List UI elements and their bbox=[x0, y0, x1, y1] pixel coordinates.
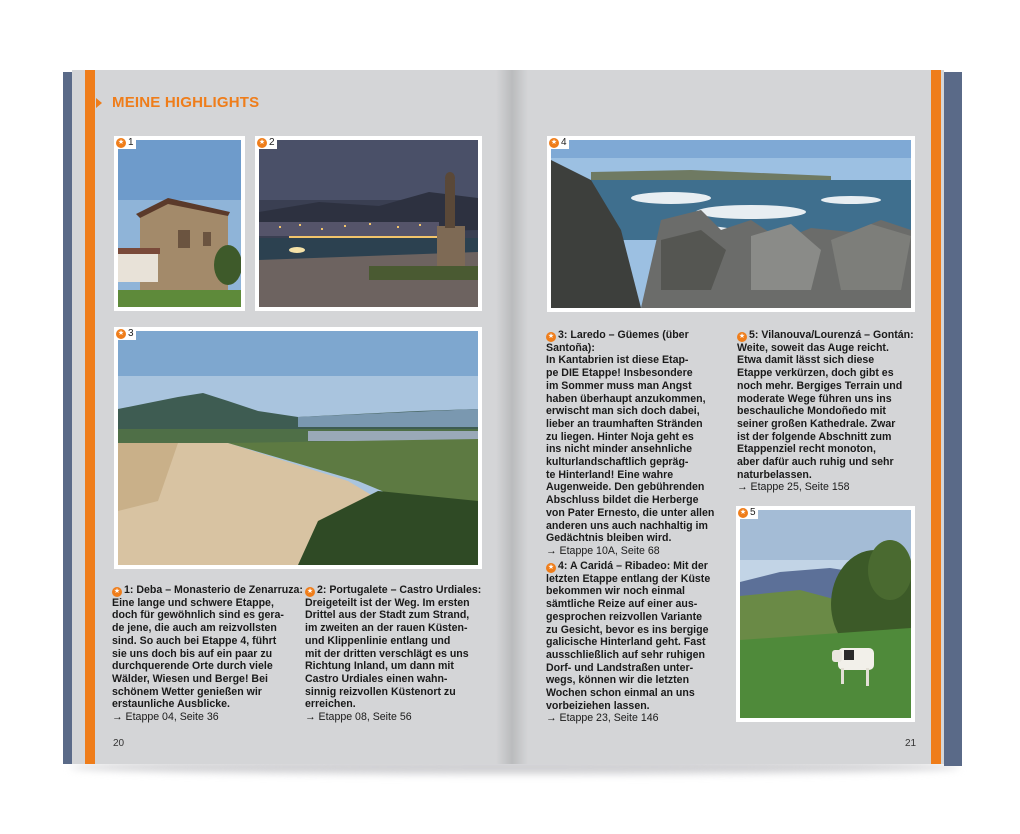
entry-line: aber dafür auch ruhig und sehr bbox=[737, 456, 894, 469]
entry-line: Etwa damit lässt sich diese bbox=[737, 354, 875, 367]
entry-line: erreichen. bbox=[305, 698, 356, 711]
entry-line: sinnig reizvollen Küstenort zu bbox=[305, 685, 456, 698]
entry-line: zu liegen. Hinter Noja geht es bbox=[546, 430, 694, 443]
star-icon: ★ bbox=[117, 330, 125, 337]
entry-page-reference: → Etappe 23, Seite 146 bbox=[546, 712, 659, 725]
entry-line: bekommen wir noch einmal bbox=[546, 585, 685, 598]
entry-line: naturbelassen. bbox=[737, 468, 812, 481]
heading-arrow-icon bbox=[96, 98, 102, 108]
photo-3-badge: ★ 3 bbox=[114, 327, 136, 340]
photo-5-badge: ★ 5 bbox=[736, 506, 758, 519]
right-accent-bar bbox=[931, 70, 941, 764]
entry-page-reference: → Etappe 25, Seite 158 bbox=[737, 481, 850, 494]
entry-title: ★ 2: Portugalete – Castro Urdiales: bbox=[306, 584, 482, 596]
photo-2-badge: ★ 2 bbox=[255, 136, 277, 149]
entry-line: von Pater Ernesto, die unter allen bbox=[546, 506, 715, 519]
page-heading: MEINE HIGHLIGHTS bbox=[112, 94, 260, 111]
entry-line: seiner großen Kathedrale. Zwar bbox=[737, 417, 896, 430]
entry-line: Etappe verkürzen, doch gibt es bbox=[737, 367, 894, 380]
entry-line: Eine lange und schwere Etappe, bbox=[112, 596, 274, 609]
page-number-left: 20 bbox=[113, 738, 125, 749]
photo-1 bbox=[114, 136, 245, 311]
entry-page-reference: → Etappe 04, Seite 36 bbox=[112, 711, 219, 724]
entry-line: schönem Wetter genießen wir bbox=[112, 685, 262, 698]
entry-line: erwischt man sich doch dabei, bbox=[546, 405, 700, 418]
entry-line: sind. So auch bei Etappe 4, führt bbox=[112, 634, 277, 647]
entry-line: Wälder, Wiesen und Berge! Bei bbox=[112, 672, 268, 685]
entry-line: Dorf- und Landstraßen unter- bbox=[546, 661, 694, 674]
entry-line: mit der dritten verschlägt es uns bbox=[305, 647, 469, 660]
entry-line: sie uns doch bis auf ein paar zu bbox=[112, 647, 273, 660]
entry-line: anderen uns auch nachhaltig im bbox=[546, 519, 708, 532]
entry-line: ist der folgende Abschnitt zum bbox=[737, 430, 892, 443]
entry-line: In Kantabrien ist diese Etap- bbox=[546, 354, 689, 367]
highlight-entry bbox=[546, 329, 731, 558]
entry-title: ★ 5: Vilanouva/Lourenzá – Gontán: bbox=[738, 329, 914, 341]
entry-line: lieber an traumhaften Stränden bbox=[546, 417, 703, 430]
entry-line: zu Gesicht, bevor es ins bergige bbox=[546, 623, 709, 636]
photo-4 bbox=[547, 136, 915, 312]
entry-line: und Klippenlinie entlang und bbox=[305, 634, 451, 647]
entry-line: erstaunliche Ausblicke. bbox=[112, 698, 230, 711]
page-number-right: 21 bbox=[905, 738, 917, 749]
entry-line: wegs, können wir die letzten bbox=[546, 674, 690, 687]
entry-line: Richtung Inland, um dann mit bbox=[305, 660, 454, 673]
entry-page-reference: → Etappe 08, Seite 56 bbox=[305, 711, 412, 724]
star-icon: ★ bbox=[550, 139, 558, 146]
entry-line: Etappenziel recht monoton, bbox=[737, 443, 876, 456]
entry-line: beschauliche Mondoñedo mit bbox=[737, 405, 886, 418]
entry-line: kulturlandschaftlich gepräg- bbox=[546, 456, 689, 469]
entry-line: galicische Hinterland geht. Fast bbox=[546, 636, 706, 649]
entry-page-reference: → Etappe 10A, Seite 68 bbox=[546, 544, 660, 557]
star-icon: ★ bbox=[258, 139, 266, 146]
entry-line: Gedächtnis bleiben wird. bbox=[546, 532, 672, 545]
entry-line: ins nicht minder ansehnliche bbox=[546, 443, 692, 456]
entry-line: vorbeiziehen lassen. bbox=[546, 699, 650, 712]
page-gutter bbox=[496, 70, 528, 764]
entry-line: moderate Wege führen uns ins bbox=[737, 392, 892, 405]
entry-title: ★ 4: A Caridá – Ribadeo: Mit der bbox=[547, 560, 708, 572]
entry-line: Weite, soweit das Auge reicht. bbox=[737, 341, 889, 354]
entry-line: Castro Urdiales einen wahn- bbox=[305, 672, 448, 685]
photo-1-badge: ★ 1 bbox=[114, 136, 136, 149]
entry-line: Dreigeteilt ist der Weg. Im ersten bbox=[305, 596, 470, 609]
photo-2 bbox=[255, 136, 482, 311]
entry-line: te Hinterland! Eine wahre bbox=[546, 468, 674, 481]
highlight-entry bbox=[112, 584, 304, 724]
entry-line: pe DIE Etappe! Insbesondere bbox=[546, 367, 693, 380]
photo-3 bbox=[114, 327, 482, 569]
left-accent-bar bbox=[85, 70, 95, 764]
highlight-entry bbox=[737, 329, 922, 494]
entry-line: doch für gewöhnlich sind es gera- bbox=[112, 609, 284, 622]
photo-5 bbox=[736, 506, 915, 722]
entry-line: Abschluss bildet die Herberge bbox=[546, 494, 699, 507]
entry-line: noch mehr. Bergiges Terrain und bbox=[737, 379, 903, 392]
highlight-entry bbox=[546, 560, 731, 725]
entry-title: ★ 1: Deba – Monasterio de Zenarruza: bbox=[113, 584, 303, 596]
entry-line: im Sommer muss man Angst bbox=[546, 379, 692, 392]
entry-line: haben überhaupt anzukommen, bbox=[546, 392, 706, 405]
star-icon: ★ bbox=[113, 588, 121, 595]
entry-line: sämtliche Reize auf einer aus- bbox=[546, 598, 698, 611]
star-icon: ★ bbox=[547, 333, 555, 340]
entry-line: gesprochen reizvollen Variante bbox=[546, 610, 703, 623]
highlight-entry bbox=[305, 584, 485, 724]
entry-line: Wochen schon einmal an uns bbox=[546, 687, 695, 700]
entry-line: im zweiten an der rauen Küsten- bbox=[305, 622, 468, 635]
star-icon: ★ bbox=[117, 139, 125, 146]
star-icon: ★ bbox=[306, 588, 314, 595]
star-icon: ★ bbox=[547, 564, 555, 571]
entry-line: de jene, die auch am reizvollsten bbox=[112, 622, 277, 635]
photo-4-badge: ★ 4 bbox=[547, 136, 569, 149]
entry-line: durchquerende Orte durch viele bbox=[112, 660, 273, 673]
entry-line: Drittel aus der Stadt zum Strand, bbox=[305, 609, 470, 622]
entry-title: ★ 3: Laredo – Güemes (über Santoña): bbox=[546, 329, 689, 354]
star-icon: ★ bbox=[739, 509, 747, 516]
entry-line: ausschließlich auf sehr ruhigen bbox=[546, 648, 705, 661]
entry-line: letzten Etappe entlang der Küste bbox=[546, 572, 711, 585]
right-page-edge bbox=[944, 72, 962, 766]
star-icon: ★ bbox=[738, 333, 746, 340]
entry-line: Augenweide. Den gebührenden bbox=[546, 481, 705, 494]
